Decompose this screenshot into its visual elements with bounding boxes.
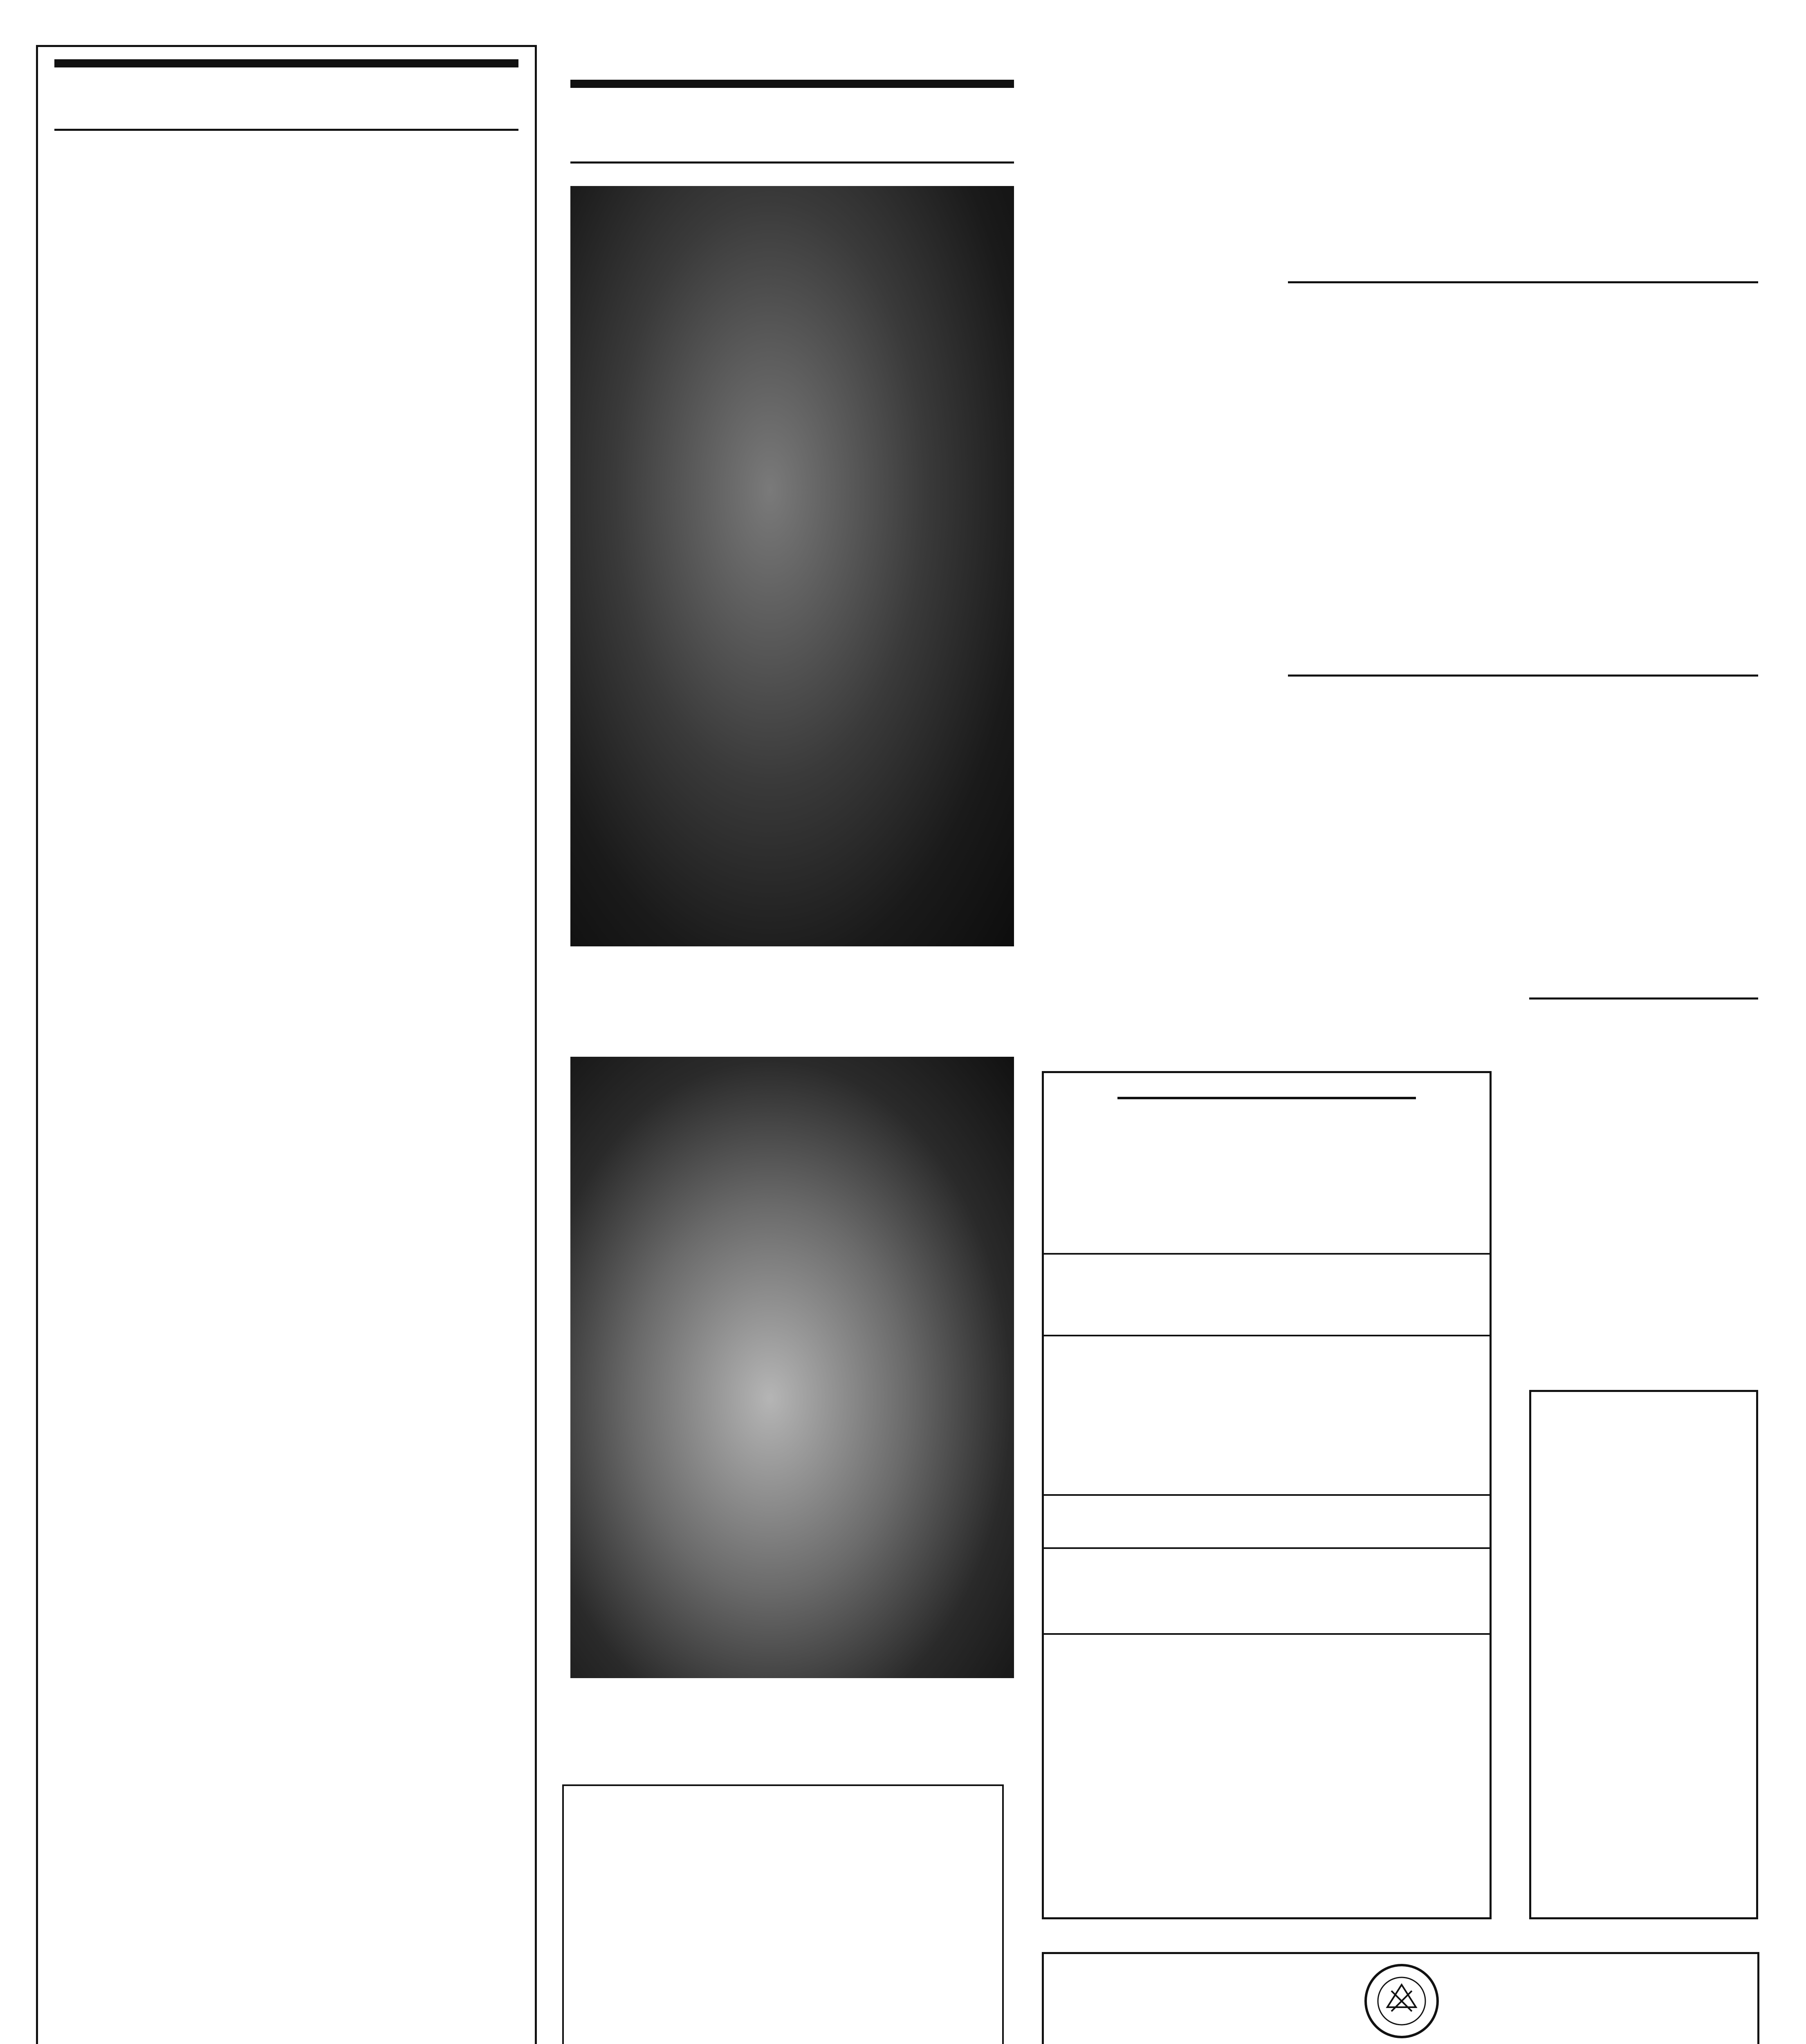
bulletin-divider-3: [1044, 1494, 1490, 1496]
bulletin-kicker-rule: [1117, 1097, 1416, 1099]
bulletin-divider-2: [1044, 1335, 1490, 1336]
crossword-panel: [562, 1784, 1004, 2044]
photo-alex-klaricich: [570, 1057, 1014, 1678]
bulletin-divider-1: [1044, 1253, 1490, 1255]
county-col1: [1049, 176, 1278, 180]
skiers-inn-ad: [1529, 1390, 1758, 1919]
guidelines-rule: [54, 129, 518, 131]
army-museum-ad: [1042, 1952, 1759, 2044]
raetihi-rule: [1288, 675, 1758, 677]
hello-world-bar: [570, 80, 1014, 88]
rubbish-rule: [1529, 997, 1758, 1000]
bulletin-divider-5: [1044, 1633, 1490, 1635]
hello-world-rule: [570, 161, 1014, 164]
bulletin-info-box: [1042, 1071, 1492, 1919]
guidelines-panel: [36, 45, 537, 2044]
crossword-grid: [580, 1831, 989, 2044]
county-rule: [1288, 281, 1758, 283]
bulletin-divider-4: [1044, 1547, 1490, 1549]
photo-kyle-and-hemi: [570, 186, 1014, 946]
museum-crest-icon: [1363, 1962, 1440, 2040]
guidelines-top-bar: [54, 59, 518, 67]
